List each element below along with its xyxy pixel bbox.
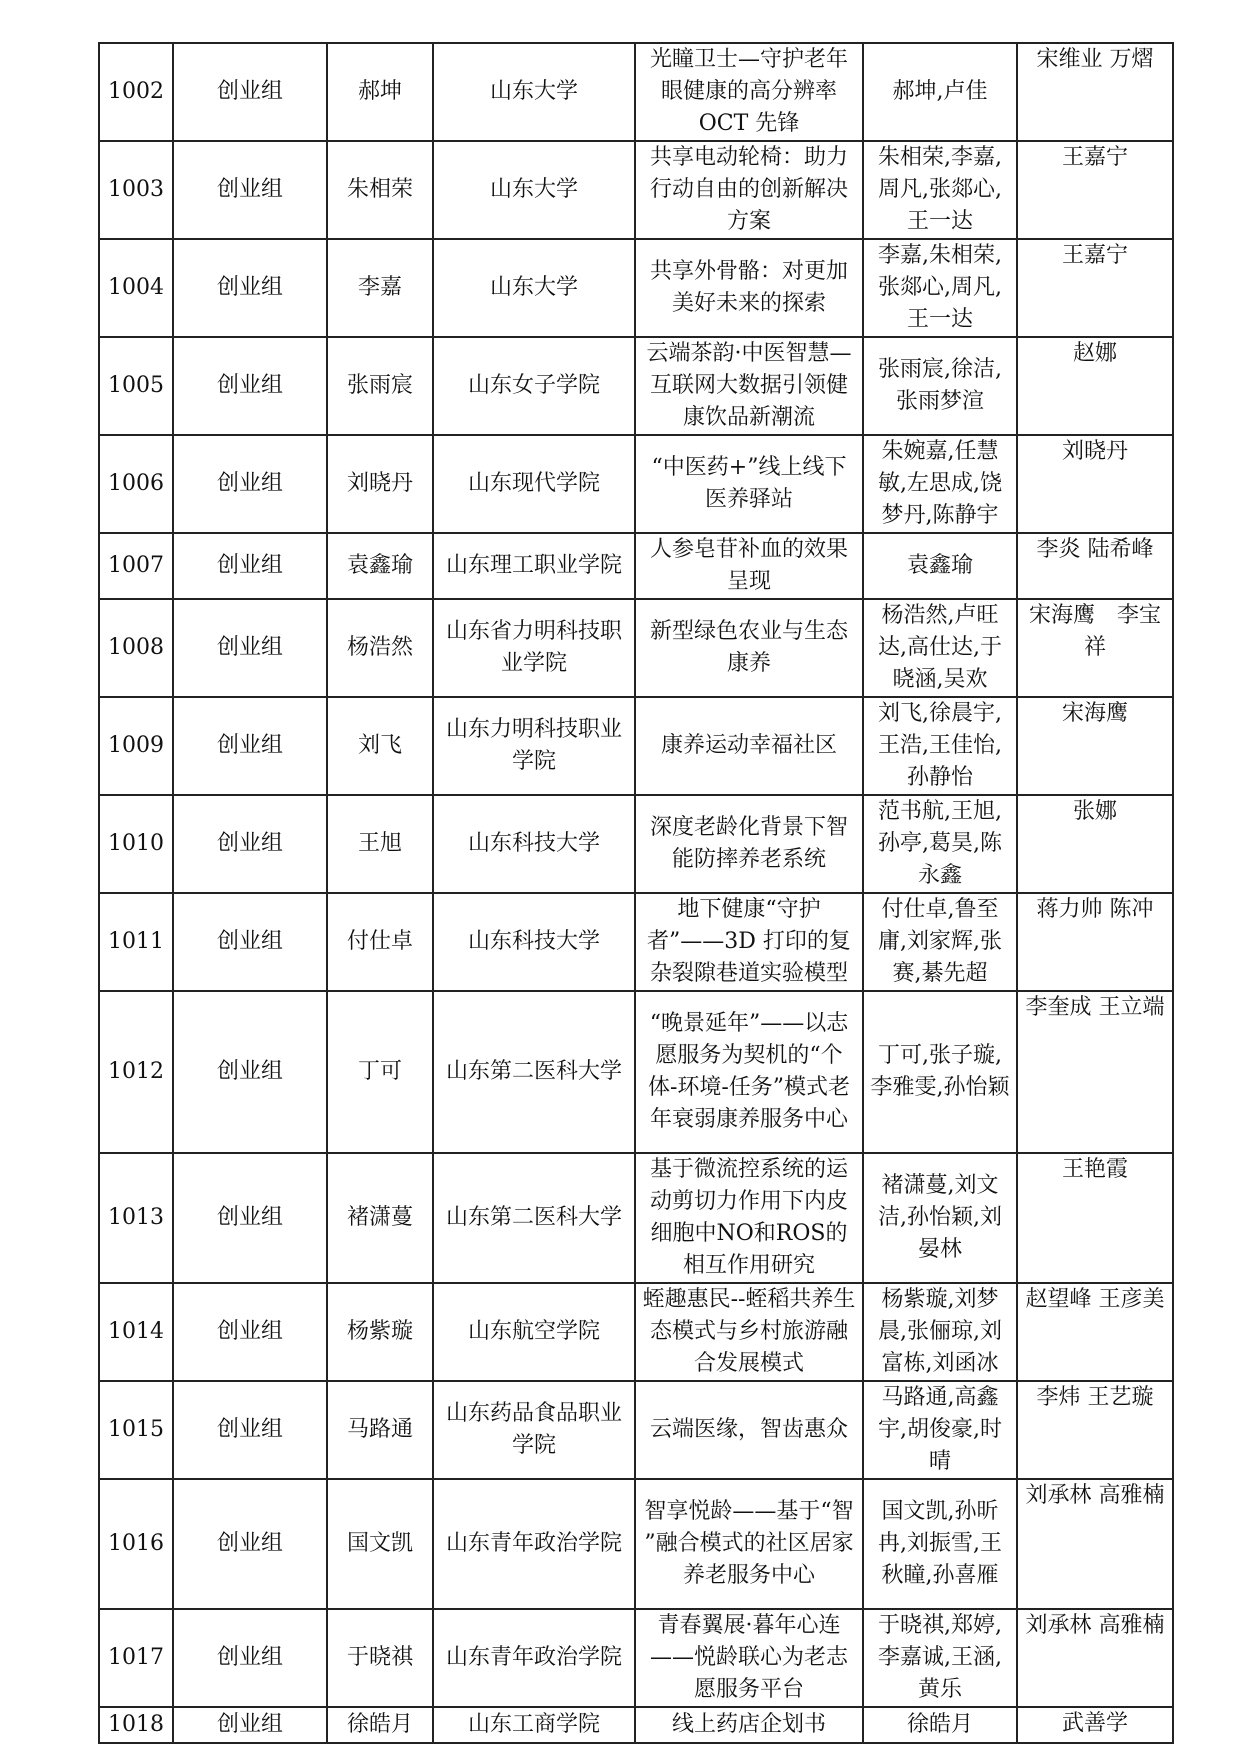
row-advisor: 刘承林 高雅楠 [1017,1609,1173,1707]
row-category: 创业组 [173,795,327,893]
row-id: 1007 [99,533,173,599]
row-leader: 袁鑫瑜 [327,533,433,599]
row-leader: 张雨宸 [327,337,433,435]
row-leader: 杨浩然 [327,599,433,697]
table-row [99,141,1173,239]
row-school: 山东青年政治学院 [433,1479,635,1609]
row-school: 山东第二医科大学 [433,1153,635,1283]
row-category: 创业组 [173,1381,327,1479]
project-table [98,42,1174,1744]
row-advisor: 武善学 [1017,1707,1173,1743]
row-category: 创业组 [173,893,327,991]
row-project: 共享外骨骼：对更加美好未来的探索 [635,239,863,337]
row-id: 1010 [99,795,173,893]
row-leader: 马路通 [327,1381,433,1479]
row-project: 共享电动轮椅：助力行动自由的创新解决方案 [635,141,863,239]
row-advisor: 张娜 [1017,795,1173,893]
row-members: 杨浩然,卢旺达,高仕达,于晓涵,吴欢 [863,599,1017,697]
row-category: 创业组 [173,141,327,239]
row-project: 新型绿色农业与生态康养 [635,599,863,697]
row-id: 1003 [99,141,173,239]
row-project: “中医药+”线上线下医养驿站 [635,435,863,533]
table-row [99,1283,1173,1381]
row-advisor: 王艳霞 [1017,1153,1173,1283]
row-leader: 付仕卓 [327,893,433,991]
row-members: 刘飞,徐晨宇,王浩,王佳怡,孙静怡 [863,697,1017,795]
row-project: 智享悦龄——基于“智 ”融合模式的社区居家养老服务中心 [635,1479,863,1609]
row-project: 云端医缘，智齿惠众 [635,1381,863,1479]
row-school: 山东大学 [433,239,635,337]
row-project: 青春翼展·暮年心连——悦龄联心为老志愿服务平台 [635,1609,863,1707]
row-project: 光瞳卫士—守护老年眼健康的高分辨率 OCT 先锋 [635,43,863,141]
table-row [99,991,1173,1153]
row-id: 1018 [99,1707,173,1743]
row-school: 山东工商学院 [433,1707,635,1743]
row-id: 1008 [99,599,173,697]
row-school: 山东航空学院 [433,1283,635,1381]
row-members: 朱相荣,李嘉,周凡,张郯心,王一达 [863,141,1017,239]
table-row [99,795,1173,893]
table-row [99,43,1173,141]
row-category: 创业组 [173,697,327,795]
row-project: 深度老龄化背景下智能防摔养老系统 [635,795,863,893]
row-members: 付仕卓,鲁至庸,刘家辉,张赛,綦先超 [863,893,1017,991]
row-advisor: 李奎成 王立端 [1017,991,1173,1153]
row-id: 1002 [99,43,173,141]
row-category: 创业组 [173,533,327,599]
table-row [99,533,1173,599]
table-row [99,1381,1173,1479]
row-leader: 国文凯 [327,1479,433,1609]
row-leader: 王旭 [327,795,433,893]
table-row [99,1479,1173,1609]
row-category: 创业组 [173,1479,327,1609]
row-leader: 褚潇蔓 [327,1153,433,1283]
row-advisor: 宋维业 万熠 [1017,43,1173,141]
row-category: 创业组 [173,1153,327,1283]
row-project: 线上药店企划书 [635,1707,863,1743]
table-row [99,1707,1173,1743]
row-id: 1013 [99,1153,173,1283]
row-members: 郝坤,卢佳 [863,43,1017,141]
row-project: 基于微流控系统的运动剪切力作用下内皮细胞中NO和ROS的相互作用研究 [635,1153,863,1283]
row-school: 山东科技大学 [433,893,635,991]
row-leader: 刘飞 [327,697,433,795]
row-leader: 徐皓月 [327,1707,433,1743]
row-members: 徐皓月 [863,1707,1017,1743]
row-id: 1005 [99,337,173,435]
table-row [99,337,1173,435]
row-leader: 李嘉 [327,239,433,337]
row-id: 1014 [99,1283,173,1381]
row-project: 人参皂苷补血的效果呈现 [635,533,863,599]
row-advisor: 赵娜 [1017,337,1173,435]
row-leader: 朱相荣 [327,141,433,239]
row-school: 山东现代学院 [433,435,635,533]
row-school: 山东青年政治学院 [433,1609,635,1707]
row-leader: 丁可 [327,991,433,1153]
row-advisor: 赵望峰 王彦美 [1017,1283,1173,1381]
row-category: 创业组 [173,599,327,697]
row-category: 创业组 [173,991,327,1153]
row-id: 1016 [99,1479,173,1609]
row-advisor: 王嘉宁 [1017,141,1173,239]
table-row [99,1609,1173,1707]
row-category: 创业组 [173,435,327,533]
row-advisor: 李炎 陆希峰 [1017,533,1173,599]
row-category: 创业组 [173,239,327,337]
row-members: 国文凯,孙昕冉,刘振雪,王秋瞳,孙喜雁 [863,1479,1017,1609]
row-members: 丁可,张子璇,李雅雯,孙怡颖 [863,991,1017,1153]
row-members: 李嘉,朱相荣,张郯心,周凡,王一达 [863,239,1017,337]
row-school: 山东第二医科大学 [433,991,635,1153]
row-members: 马路通,高鑫宇,胡俊豪,时晴 [863,1381,1017,1479]
row-advisor: 刘晓丹 [1017,435,1173,533]
table-row [99,893,1173,991]
row-project: 康养运动幸福社区 [635,697,863,795]
row-members: 袁鑫瑜 [863,533,1017,599]
row-project: “晚景延年”——以志愿服务为契机的“个体-环境-任务”模式老年衰弱康养服务中心 [635,991,863,1153]
row-members: 杨紫璇,刘梦晨,张俪琼,刘富栋,刘函冰 [863,1283,1017,1381]
row-id: 1017 [99,1609,173,1707]
table-row [99,599,1173,697]
row-id: 1015 [99,1381,173,1479]
table-row [99,239,1173,337]
row-category: 创业组 [173,1707,327,1743]
row-school: 山东女子学院 [433,337,635,435]
table-row [99,435,1173,533]
row-project: 蛭趣惠民--蛭稻共养生态模式与乡村旅游融合发展模式 [635,1283,863,1381]
row-school: 山东药品食品职业学院 [433,1381,635,1479]
table-row [99,1153,1173,1283]
row-category: 创业组 [173,43,327,141]
row-members: 褚潇蔓,刘文洁,孙怡颖,刘晏林 [863,1153,1017,1283]
row-school: 山东大学 [433,141,635,239]
row-category: 创业组 [173,1283,327,1381]
row-id: 1009 [99,697,173,795]
row-members: 于晓祺,郑婷,李嘉诚,王涵,黄乐 [863,1609,1017,1707]
row-leader: 刘晓丹 [327,435,433,533]
row-leader: 郝坤 [327,43,433,141]
row-school: 山东省力明科技职业学院 [433,599,635,697]
row-category: 创业组 [173,1609,327,1707]
row-id: 1011 [99,893,173,991]
row-advisor: 刘承林 高雅楠 [1017,1479,1173,1609]
row-advisor: 王嘉宁 [1017,239,1173,337]
table-row [99,697,1173,795]
row-leader: 杨紫璇 [327,1283,433,1381]
row-members: 朱婉嘉,任慧敏,左思成,饶梦丹,陈静宇 [863,435,1017,533]
row-category: 创业组 [173,337,327,435]
row-advisor: 宋海鹰 李宝祥 [1017,599,1173,697]
row-advisor: 蒋力帅 陈冲 [1017,893,1173,991]
row-id: 1012 [99,991,173,1153]
row-leader: 于晓祺 [327,1609,433,1707]
row-school: 山东理工职业学院 [433,533,635,599]
row-school: 山东力明科技职业学院 [433,697,635,795]
row-members: 范书航,王旭,孙亭,葛昊,陈永鑫 [863,795,1017,893]
row-project: 云端茶韵·中医智慧—互联网大数据引领健康饮品新潮流 [635,337,863,435]
row-school: 山东科技大学 [433,795,635,893]
row-school: 山东大学 [433,43,635,141]
row-id: 1006 [99,435,173,533]
row-id: 1004 [99,239,173,337]
row-project: 地下健康“守护者”——3D 打印的复杂裂隙巷道实验模型 [635,893,863,991]
row-advisor: 李炜 王艺璇 [1017,1381,1173,1479]
row-members: 张雨宸,徐洁,张雨梦渲 [863,337,1017,435]
row-advisor: 宋海鹰 [1017,697,1173,795]
